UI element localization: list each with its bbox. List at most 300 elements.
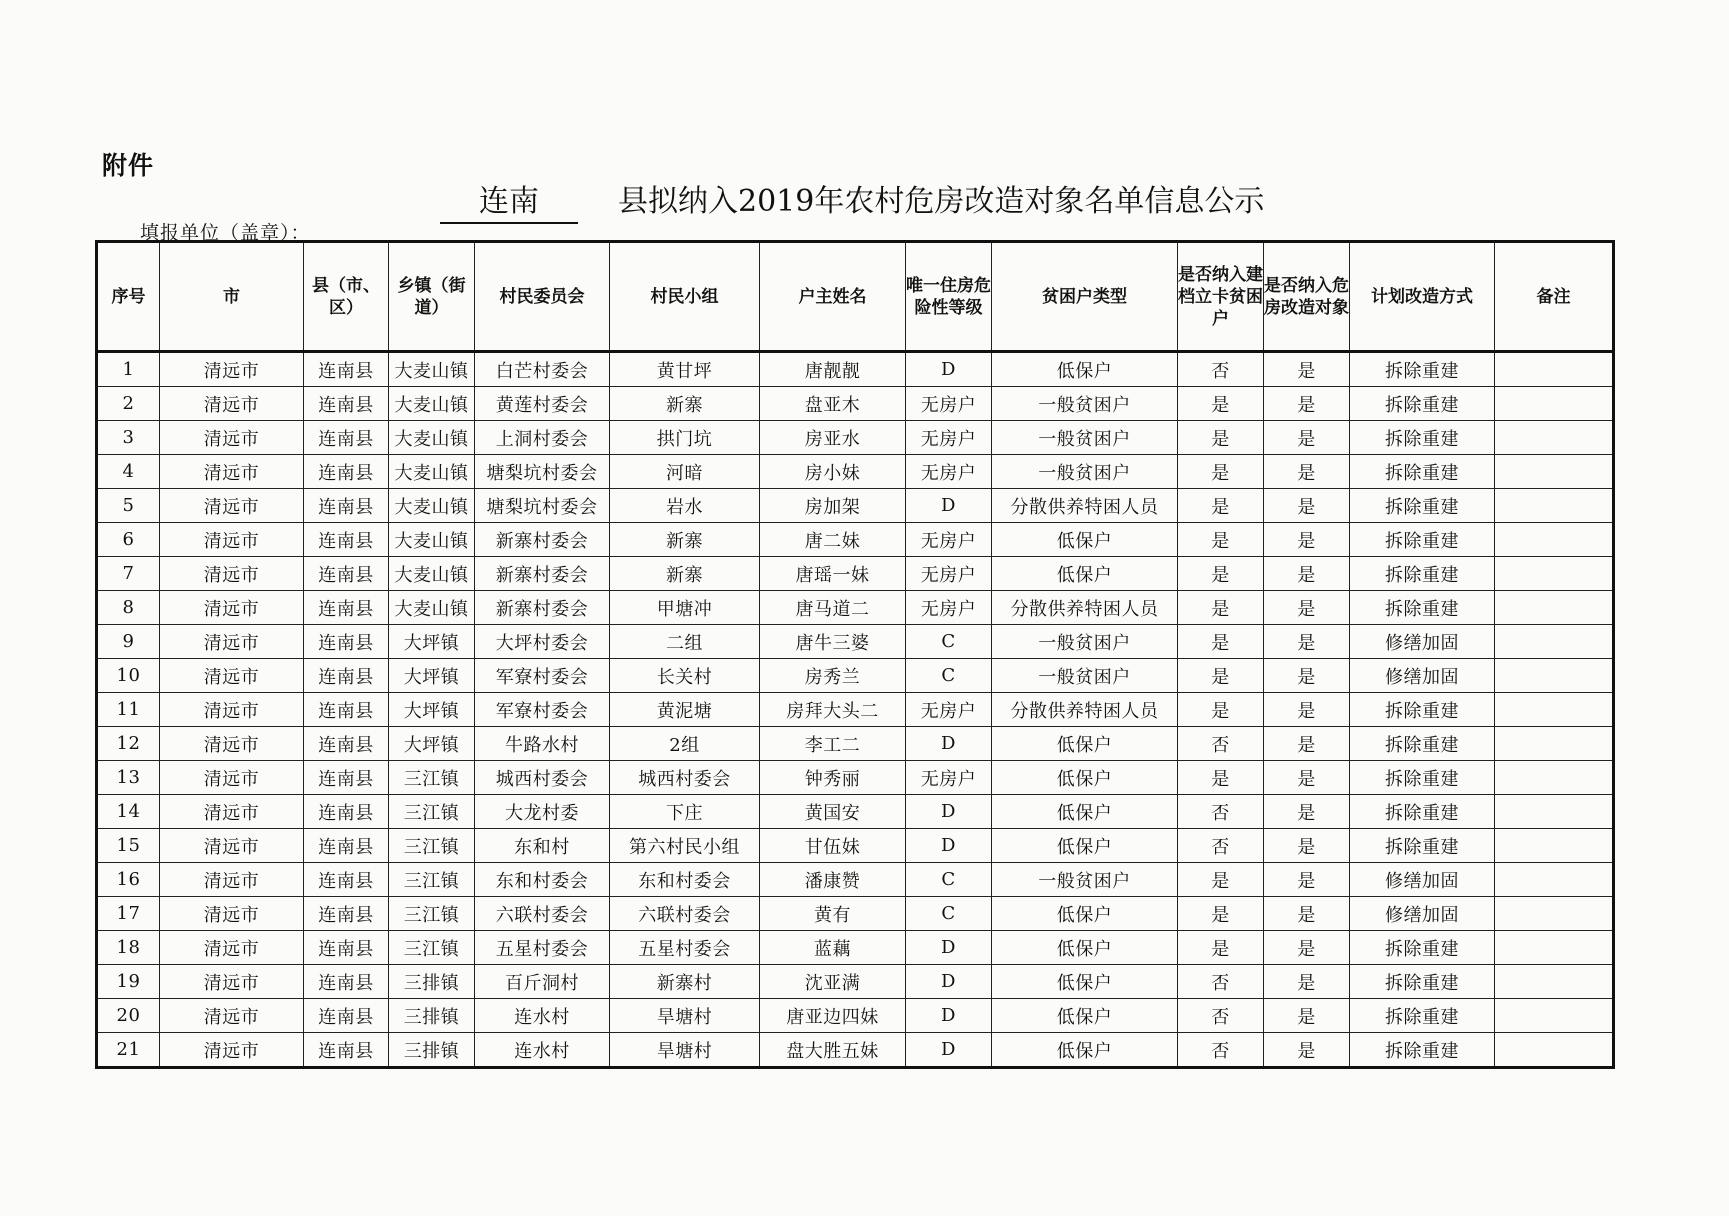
table-cell: 连南县 [304, 455, 389, 489]
table-cell: 是 [1264, 897, 1350, 931]
table-cell [1495, 455, 1614, 489]
table-cell: 黄甘坪 [610, 352, 760, 387]
column-header: 序号 [97, 242, 160, 352]
table-cell: 连南县 [304, 352, 389, 387]
table-cell: 连南县 [304, 489, 389, 523]
table-cell: C [906, 863, 992, 897]
table-body [97, 352, 1614, 1068]
table-cell: 军寮村委会 [475, 693, 610, 727]
table-cell: 城西村委会 [475, 761, 610, 795]
table-cell: 5 [97, 489, 160, 523]
table-cell [1495, 523, 1614, 557]
table-cell: 是 [1264, 455, 1350, 489]
table-cell: 二组 [610, 625, 760, 659]
table-cell: 拆除重建 [1350, 352, 1495, 387]
table-cell: 清远市 [160, 863, 304, 897]
table-cell: 修缮加固 [1350, 659, 1495, 693]
table-cell: 连南县 [304, 591, 389, 625]
table-cell: 连南县 [304, 965, 389, 999]
table-cell: 无房户 [906, 591, 992, 625]
table-cell: 六联村委会 [475, 897, 610, 931]
table-cell [1495, 693, 1614, 727]
table-cell: 拆除重建 [1350, 693, 1495, 727]
table-cell: 清远市 [160, 455, 304, 489]
table-cell: 13 [97, 761, 160, 795]
table-cell: 拆除重建 [1350, 1033, 1495, 1068]
table-row [97, 1033, 1614, 1068]
table-cell [1495, 387, 1614, 421]
table-cell: 旱塘村 [610, 1033, 760, 1068]
table-cell: 一般贫困户 [992, 659, 1178, 693]
column-header: 村民小组 [610, 242, 760, 352]
table-cell: 蓝藕 [760, 931, 906, 965]
table-cell: 连水村 [475, 999, 610, 1033]
column-header: 市 [160, 242, 304, 352]
table-cell: 是 [1264, 523, 1350, 557]
table-cell: 无房户 [906, 761, 992, 795]
table-row [97, 863, 1614, 897]
table-cell: 房亚水 [760, 421, 906, 455]
table-cell: 无房户 [906, 523, 992, 557]
table-cell: 房拜大头二 [760, 693, 906, 727]
table-cell: 是 [1264, 352, 1350, 387]
table-cell: 拱门坑 [610, 421, 760, 455]
table-cell: 三排镇 [389, 1033, 475, 1068]
document-title [440, 176, 1264, 224]
table-row [97, 659, 1614, 693]
table-cell: 连南县 [304, 897, 389, 931]
table-row [97, 693, 1614, 727]
table-cell: 一般贫困户 [992, 625, 1178, 659]
table-cell: 三江镇 [389, 829, 475, 863]
table-cell: 清远市 [160, 829, 304, 863]
table-row [97, 829, 1614, 863]
table-cell: 清远市 [160, 489, 304, 523]
table-cell: D [906, 931, 992, 965]
table-cell: 白芒村委会 [475, 352, 610, 387]
table-cell: 分散供养特困人员 [992, 693, 1178, 727]
table-cell: 清远市 [160, 727, 304, 761]
table-cell: 五星村委会 [610, 931, 760, 965]
table-cell: 拆除重建 [1350, 455, 1495, 489]
table-cell: 连南县 [304, 999, 389, 1033]
table-cell: 拆除重建 [1350, 999, 1495, 1033]
column-header: 是否纳入危房改造对象 [1264, 242, 1350, 352]
column-header: 户主姓名 [760, 242, 906, 352]
table-cell: 是 [1264, 1033, 1350, 1068]
table-cell: 否 [1178, 352, 1264, 387]
table-cell [1495, 727, 1614, 761]
table-cell: 拆除重建 [1350, 489, 1495, 523]
table-cell: 上洞村委会 [475, 421, 610, 455]
table-cell: 10 [97, 659, 160, 693]
table-cell [1495, 1033, 1614, 1068]
table-cell: 分散供养特困人员 [992, 591, 1178, 625]
table-cell [1495, 829, 1614, 863]
table-cell: 连南县 [304, 387, 389, 421]
table-cell: 清远市 [160, 693, 304, 727]
table-cell: 清远市 [160, 387, 304, 421]
table-cell: 唐马道二 [760, 591, 906, 625]
table-cell: 连南县 [304, 863, 389, 897]
table-cell: 连南县 [304, 421, 389, 455]
table-cell: 大坪镇 [389, 693, 475, 727]
table-cell: C [906, 659, 992, 693]
table-cell: 低保户 [992, 931, 1178, 965]
table-cell: 低保户 [992, 523, 1178, 557]
title-text: 县拟纳入2019年农村危房改造对象名单信息公示 [618, 184, 1265, 219]
column-header: 贫困户类型 [992, 242, 1178, 352]
table-row [97, 523, 1614, 557]
table-cell: D [906, 795, 992, 829]
table-row [97, 795, 1614, 829]
title-county: 连南 [440, 176, 578, 224]
table-cell: 长关村 [610, 659, 760, 693]
table-cell: D [906, 965, 992, 999]
table-cell: 拆除重建 [1350, 931, 1495, 965]
table-cell: D [906, 489, 992, 523]
table-cell: 是 [1178, 489, 1264, 523]
table-cell: 修缮加固 [1350, 625, 1495, 659]
table-cell: 否 [1178, 727, 1264, 761]
table-cell: 黄国安 [760, 795, 906, 829]
table-cell: 4 [97, 455, 160, 489]
table-cell: 清远市 [160, 897, 304, 931]
table-cell: 是 [1178, 761, 1264, 795]
table-cell: 甘伍妹 [760, 829, 906, 863]
table-row [97, 727, 1614, 761]
table-cell: D [906, 999, 992, 1033]
table-cell: 拆除重建 [1350, 829, 1495, 863]
table-cell: 连南县 [304, 829, 389, 863]
table-cell: 大麦山镇 [389, 523, 475, 557]
table-cell: 是 [1264, 863, 1350, 897]
table-cell: 一般贫困户 [992, 387, 1178, 421]
table-cell: 新寨村 [610, 965, 760, 999]
table-cell: 是 [1264, 965, 1350, 999]
table-cell [1495, 625, 1614, 659]
table-row [97, 897, 1614, 931]
table-cell [1495, 965, 1614, 999]
table-cell: 清远市 [160, 421, 304, 455]
table-cell: 连水村 [475, 1033, 610, 1068]
table-cell: 李工二 [760, 727, 906, 761]
table-cell: 清远市 [160, 352, 304, 387]
table-cell: 黄莲村委会 [475, 387, 610, 421]
table-cell: 是 [1264, 591, 1350, 625]
table-cell: 低保户 [992, 795, 1178, 829]
table-cell: 连南县 [304, 523, 389, 557]
table-cell: 三排镇 [389, 999, 475, 1033]
table-cell: 19 [97, 965, 160, 999]
table-cell: 15 [97, 829, 160, 863]
table-cell: 大麦山镇 [389, 489, 475, 523]
table-cell: 否 [1178, 965, 1264, 999]
table-cell: 清远市 [160, 591, 304, 625]
table-cell [1495, 489, 1614, 523]
table-cell [1495, 659, 1614, 693]
table-cell: 拆除重建 [1350, 421, 1495, 455]
table-cell: 17 [97, 897, 160, 931]
table-cell: 拆除重建 [1350, 557, 1495, 591]
table-cell: 2 [97, 387, 160, 421]
table-cell: 修缮加固 [1350, 897, 1495, 931]
table-cell: 否 [1178, 829, 1264, 863]
table-cell: 低保户 [992, 829, 1178, 863]
table-cell: 大龙村委 [475, 795, 610, 829]
column-header: 计划改造方式 [1350, 242, 1495, 352]
table-cell: 东和村委会 [475, 863, 610, 897]
table-cell: 一般贫困户 [992, 421, 1178, 455]
table-cell: 是 [1178, 591, 1264, 625]
table-cell: 清远市 [160, 795, 304, 829]
table-cell: 岩水 [610, 489, 760, 523]
table-cell: 下庄 [610, 795, 760, 829]
table-cell: 是 [1178, 931, 1264, 965]
table-row [97, 387, 1614, 421]
table-cell: 军寮村委会 [475, 659, 610, 693]
table-cell: 是 [1178, 557, 1264, 591]
table-row [97, 761, 1614, 795]
table-cell: 低保户 [992, 965, 1178, 999]
table-cell: 低保户 [992, 727, 1178, 761]
table-cell: 低保户 [992, 761, 1178, 795]
table-cell: 新寨 [610, 523, 760, 557]
column-header: 是否纳入建档立卡贫困户 [1178, 242, 1264, 352]
table-cell: 1 [97, 352, 160, 387]
table-cell: 唐亚边四妹 [760, 999, 906, 1033]
table-cell: 唐瑶一妹 [760, 557, 906, 591]
table-cell: 8 [97, 591, 160, 625]
fill-unit-label: 填报单位（盖章）： [140, 222, 311, 244]
table-cell: 低保户 [992, 1033, 1178, 1068]
column-header: 县（市、区） [304, 242, 389, 352]
table-cell: 是 [1264, 931, 1350, 965]
table-cell: 21 [97, 1033, 160, 1068]
table-cell: 14 [97, 795, 160, 829]
table-cell: 清远市 [160, 1033, 304, 1068]
table-cell: 拆除重建 [1350, 591, 1495, 625]
table-cell: 是 [1264, 421, 1350, 455]
table-cell: 三排镇 [389, 965, 475, 999]
table-cell: 盘大胜五妹 [760, 1033, 906, 1068]
table-cell: 新寨村委会 [475, 523, 610, 557]
table-cell: 连南县 [304, 931, 389, 965]
table-cell: 9 [97, 625, 160, 659]
table-cell: 大坪镇 [389, 727, 475, 761]
table-cell: 3 [97, 421, 160, 455]
table-cell: 是 [1264, 557, 1350, 591]
table-cell [1495, 931, 1614, 965]
table-row [97, 591, 1614, 625]
table-cell: 拆除重建 [1350, 523, 1495, 557]
table-cell [1495, 999, 1614, 1033]
table-cell: 一般贫困户 [992, 863, 1178, 897]
table-cell: 房小妹 [760, 455, 906, 489]
table-cell: 否 [1178, 999, 1264, 1033]
table-cell: 2组 [610, 727, 760, 761]
table-cell: 连南县 [304, 557, 389, 591]
table-cell: 7 [97, 557, 160, 591]
table-cell [1495, 863, 1614, 897]
table-cell: 塘梨坑村委会 [475, 489, 610, 523]
table-row [97, 557, 1614, 591]
table-cell: 黄有 [760, 897, 906, 931]
table-cell: D [906, 352, 992, 387]
table-cell: 是 [1178, 863, 1264, 897]
table-cell: 拆除重建 [1350, 795, 1495, 829]
table-cell: 是 [1264, 489, 1350, 523]
table-cell: 潘康赞 [760, 863, 906, 897]
table-cell: 大麦山镇 [389, 455, 475, 489]
table-cell: 清远市 [160, 523, 304, 557]
table-row [97, 625, 1614, 659]
table-cell: 连南县 [304, 1033, 389, 1068]
table-cell: 是 [1264, 625, 1350, 659]
table-cell: 沈亚满 [760, 965, 906, 999]
table-cell: D [906, 1033, 992, 1068]
table-cell: 牛路水村 [475, 727, 610, 761]
table-cell: 一般贫困户 [992, 455, 1178, 489]
table-cell: 连南县 [304, 625, 389, 659]
column-header: 备注 [1495, 242, 1614, 352]
table-cell: 房秀兰 [760, 659, 906, 693]
table-cell: 20 [97, 999, 160, 1033]
table-header-row [97, 242, 1614, 352]
table-cell: 低保户 [992, 557, 1178, 591]
table-cell [1495, 352, 1614, 387]
table-cell: 大麦山镇 [389, 352, 475, 387]
table-cell [1495, 591, 1614, 625]
table-cell: 是 [1264, 795, 1350, 829]
table-cell: 六联村委会 [610, 897, 760, 931]
table-cell: 修缮加固 [1350, 863, 1495, 897]
table-cell: 三江镇 [389, 931, 475, 965]
table-cell: 无房户 [906, 455, 992, 489]
table-cell: 新寨 [610, 387, 760, 421]
table-cell: 否 [1178, 1033, 1264, 1068]
table-cell: 拆除重建 [1350, 387, 1495, 421]
table-cell: 钟秀丽 [760, 761, 906, 795]
table-cell [1495, 421, 1614, 455]
table-cell: 连南县 [304, 761, 389, 795]
table-cell: 是 [1178, 387, 1264, 421]
table-cell: 低保户 [992, 897, 1178, 931]
table-cell: 是 [1178, 523, 1264, 557]
table-cell: 三江镇 [389, 897, 475, 931]
table-cell: 否 [1178, 795, 1264, 829]
table-cell: 连南县 [304, 693, 389, 727]
table-cell: 清远市 [160, 659, 304, 693]
table-cell: 大坪镇 [389, 625, 475, 659]
attachment-label: 附件 [102, 151, 155, 180]
table-row [97, 489, 1614, 523]
table-cell [1495, 557, 1614, 591]
table-cell: 大麦山镇 [389, 387, 475, 421]
table-row [97, 999, 1614, 1033]
table-cell: 清远市 [160, 999, 304, 1033]
table-cell: 唐靓靓 [760, 352, 906, 387]
table-cell: 无房户 [906, 557, 992, 591]
table-cell: 是 [1264, 659, 1350, 693]
table-cell: 甲塘冲 [610, 591, 760, 625]
table-cell: 大坪镇 [389, 659, 475, 693]
table-cell: 16 [97, 863, 160, 897]
table-cell: 18 [97, 931, 160, 965]
table-cell: 东和村 [475, 829, 610, 863]
table-cell: 新寨 [610, 557, 760, 591]
table-row [97, 931, 1614, 965]
table-row [97, 965, 1614, 999]
table-row [97, 421, 1614, 455]
table-cell: 连南县 [304, 727, 389, 761]
table-cell: 三江镇 [389, 863, 475, 897]
table-cell: 大麦山镇 [389, 591, 475, 625]
table-cell: 是 [1178, 693, 1264, 727]
table-cell: 无房户 [906, 421, 992, 455]
table-cell: 是 [1178, 897, 1264, 931]
table-cell: 无房户 [906, 387, 992, 421]
table-cell: 清远市 [160, 625, 304, 659]
table-cell: 拆除重建 [1350, 727, 1495, 761]
table-cell: 大坪村委会 [475, 625, 610, 659]
table-cell: 是 [1264, 829, 1350, 863]
table-cell: 河暗 [610, 455, 760, 489]
table-cell: D [906, 829, 992, 863]
table-cell: 大麦山镇 [389, 421, 475, 455]
table-cell: 分散供养特困人员 [992, 489, 1178, 523]
table-cell: 是 [1264, 727, 1350, 761]
table-cell: 三江镇 [389, 795, 475, 829]
table-cell: 城西村委会 [610, 761, 760, 795]
table-cell: 无房户 [906, 693, 992, 727]
table-cell: 6 [97, 523, 160, 557]
table-cell: 是 [1178, 625, 1264, 659]
table-cell: 百斤洞村 [475, 965, 610, 999]
table-cell: 黄泥塘 [610, 693, 760, 727]
column-header: 乡镇（街道） [389, 242, 475, 352]
table-cell: C [906, 625, 992, 659]
table-cell: 清远市 [160, 931, 304, 965]
table-cell [1495, 897, 1614, 931]
applicant-table [95, 240, 1615, 1069]
table-cell: 12 [97, 727, 160, 761]
table-cell: 塘梨坑村委会 [475, 455, 610, 489]
table-cell: D [906, 727, 992, 761]
table-cell: 旱塘村 [610, 999, 760, 1033]
table-cell: 唐牛三婆 [760, 625, 906, 659]
table-cell: 盘亚木 [760, 387, 906, 421]
table-cell: 是 [1264, 387, 1350, 421]
table-cell [1495, 795, 1614, 829]
table-cell: 新寨村委会 [475, 557, 610, 591]
table-cell: 低保户 [992, 999, 1178, 1033]
table-cell: 房加架 [760, 489, 906, 523]
table-cell: 拆除重建 [1350, 965, 1495, 999]
table-cell: 是 [1264, 999, 1350, 1033]
table-cell: 11 [97, 693, 160, 727]
table-cell: 东和村委会 [610, 863, 760, 897]
table-cell: C [906, 897, 992, 931]
table-cell: 是 [1264, 761, 1350, 795]
table-cell: 清远市 [160, 761, 304, 795]
table-cell: 连南县 [304, 659, 389, 693]
table-cell: 五星村委会 [475, 931, 610, 965]
table-cell: 是 [1178, 421, 1264, 455]
table-cell: 清远市 [160, 965, 304, 999]
table-cell: 是 [1178, 659, 1264, 693]
table-cell: 拆除重建 [1350, 761, 1495, 795]
